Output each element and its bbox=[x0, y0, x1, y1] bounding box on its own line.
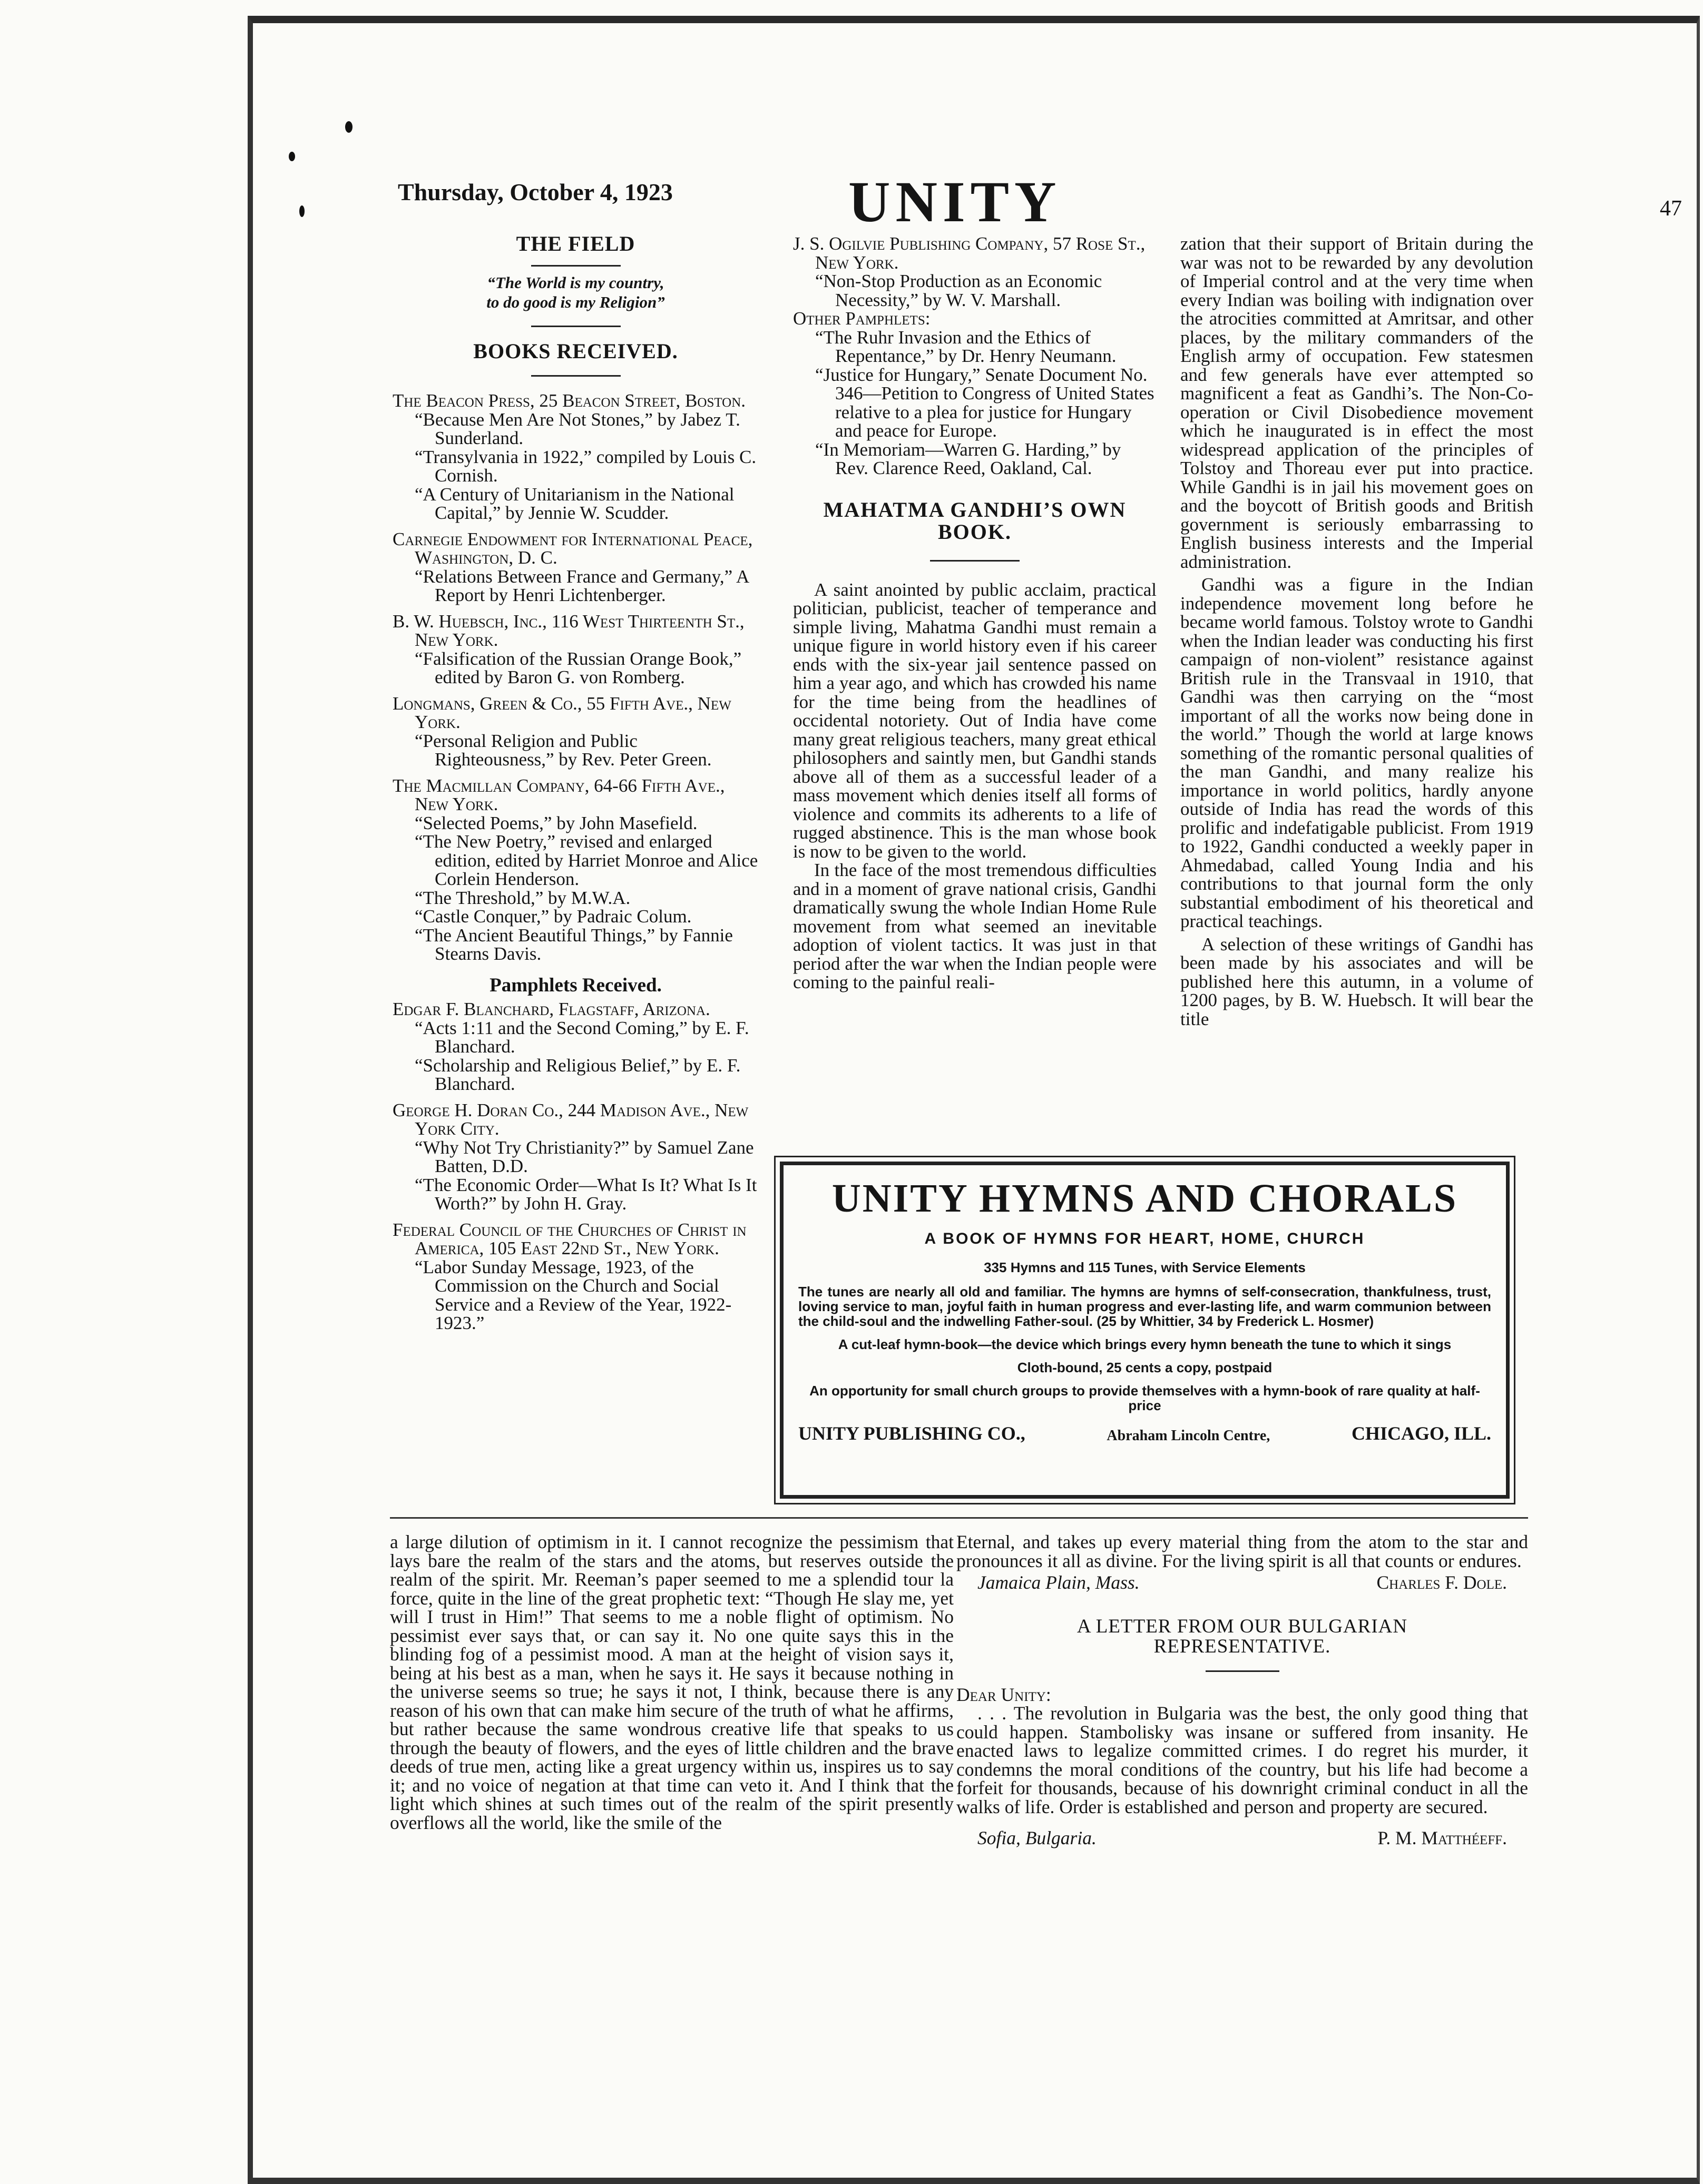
ad-tunes: 335 Hymns and 115 Tunes, with Service Elements bbox=[984, 1260, 1306, 1275]
hymn-book-advertisement bbox=[780, 1162, 1510, 1499]
publisher-entry: J. S. Ogilvie Publishing Company, 57 Rose St., New York. bbox=[793, 233, 1146, 273]
publisher-entry: Federal Council of the Churches of Christ in America, 105 East 22nd St., New York. bbox=[393, 1219, 747, 1258]
article-paragraph: A selection of these writings of Gandhi has been made by his associates and will be published here this autumn, in a volume of 1200 pages, by B. W. Huebsch. It will bear the title bbox=[1180, 933, 1533, 1029]
ad-title: UNITY HYMNS AND CHORALS bbox=[831, 1176, 1458, 1221]
article-title-line: BOOK. bbox=[937, 519, 1012, 544]
book-entry: “A Century of Unitarianism in the National Capital,” by Jennie W. Scudder. bbox=[415, 484, 735, 523]
motto-line: to do good is my Religion” bbox=[486, 292, 665, 311]
pamphlets-list bbox=[393, 1000, 759, 1333]
divider-rule bbox=[531, 375, 621, 377]
pamphlet-entry: “Justice for Hungary,” Senate Document No. 346—Petition to Congress of United States relative to a plea for justice for Hungary and peace for Europe. bbox=[815, 364, 1154, 441]
ink-mark bbox=[299, 205, 305, 217]
book-entry: “Transylvania in 1922,” compiled by Louis C. Cornish. bbox=[415, 446, 757, 486]
books-list bbox=[393, 391, 759, 963]
book-entry: “The Threshold,” by M.W.A. bbox=[415, 887, 631, 908]
ink-mark bbox=[345, 121, 353, 133]
article-paragraph: Gandhi was a figure in the Indian independence movement long before he became world famous. Tolstoy wrote to Gandhi when the Indian leader was conducting his first campaign of non-violent” resistance against British rule in the Transvaal in 1910, that Gandhi was then carrying on the “most important of all the works now being done in the world.” Though the world at large knows something of the romantic personal qualities of the man Gandhi, and many realize his importance in world politics, hardly anyone outside of India has read the words of this prolific and indefatigable publicist. From 1919 to 1922, Gandhi conducted a weekly paper in Ahmedabad, called Young India and his contributions to that journal form the only substantial embodiment of his theoretical and practical teachings. bbox=[1180, 574, 1533, 931]
divider-rule bbox=[930, 560, 1020, 562]
book-entry: “Selected Poems,” by John Masefield. bbox=[415, 812, 698, 833]
column-letter-continued bbox=[390, 1533, 954, 1832]
book-entry: “Falsification of the Russian Orange Book,” edited by Baron G. von Romberg. bbox=[415, 648, 742, 687]
column-the-field bbox=[393, 234, 759, 1333]
ad-city: CHICAGO, ILL. bbox=[1351, 1423, 1491, 1444]
ad-address: Abraham Lincoln Centre, bbox=[1107, 1428, 1270, 1444]
ad-publisher-line bbox=[798, 1422, 1491, 1444]
book-entry: “Relations Between France and Germany,” A Report by Henri Lichtenberger. bbox=[415, 566, 749, 605]
section-title: THE FIELD bbox=[516, 232, 635, 255]
book-entry: “Castle Conquer,” by Padraic Colum. bbox=[415, 906, 692, 927]
publisher-entry: George H. Doran Co., 244 Madison Ave., New York City. bbox=[393, 1099, 749, 1139]
article-paragraph: A saint anointed by public acclaim, practical politician, publicist, teacher of temperance and simple living, Mahatma Gandhi must remain a unique figure in world history even if his career ends with the six-year jail sentence passed on him a year ago, and which has crowded his name for the time being from the headlines of occidental notoriety. Out of India have come many great religious teachers, many great ethical philosophers and saintly men, but Gandhi stands above all of them as a successful leader of a mass movement which denies itself all forms of violence and commits its adherents to a life of rugged abstinence. This is the man whose book is now to be given to the world. bbox=[793, 579, 1157, 862]
letter-title-line: A LETTER FROM OUR BULGARIAN bbox=[1076, 1615, 1408, 1637]
column-letters bbox=[956, 1533, 1528, 1848]
pamphlets-heading: Pamphlets Received. bbox=[490, 974, 662, 996]
motto-line: “The World is my country, bbox=[487, 273, 664, 292]
signature-line bbox=[956, 1829, 1528, 1848]
section-divider bbox=[390, 1517, 1528, 1519]
ad-publisher: UNITY PUBLISHING CO., bbox=[798, 1423, 1025, 1444]
ink-mark bbox=[289, 152, 295, 161]
letter-salutation: Dear Unity: bbox=[956, 1684, 1051, 1705]
publisher-entry: Other Pamphlets: bbox=[793, 308, 931, 329]
pamphlet-entry: “Non-Stop Production as an Economic Necessity,” by W. V. Marshall. bbox=[815, 271, 1102, 310]
column-gandhi-continued bbox=[1180, 234, 1533, 1028]
article-title-line: MAHATMA GANDHI’S OWN bbox=[823, 497, 1127, 522]
divider-rule bbox=[531, 265, 621, 267]
letter-title-line: REPRESENTATIVE. bbox=[1153, 1635, 1331, 1657]
book-entry: “Personal Religion and Public Righteousness,” by Rev. Peter Green. bbox=[415, 730, 712, 770]
signature-line bbox=[956, 1573, 1528, 1592]
column-gandhi-article bbox=[793, 234, 1157, 992]
publisher-entry: B. W. Huebsch, Inc., 116 West Thirteenth St., New York. bbox=[393, 611, 745, 650]
ad-subtitle: A BOOK OF HYMNS FOR HEART, HOME, CHURCH bbox=[924, 1230, 1365, 1247]
ad-price: Cloth-bound, 25 cents a copy, postpaid bbox=[1017, 1360, 1273, 1375]
divider-rule bbox=[531, 326, 621, 327]
ad-description: A cut-leaf hymn-book—the device which brings every hymn beneath the tune to which it sings bbox=[838, 1336, 1452, 1352]
pamphlet-entry: “Acts 1:11 and the Second Coming,” by E. F. Blanchard. bbox=[415, 1017, 749, 1057]
signature-name: P. M. Matthéeff. bbox=[1377, 1827, 1507, 1848]
pamphlet-entry: “Why Not Try Christianity?” by Samuel Zane Batten, D.D. bbox=[415, 1137, 754, 1176]
page-number: 47 bbox=[1660, 196, 1682, 221]
article-title bbox=[793, 499, 1157, 543]
letter-paragraph: Eternal, and takes up every material thing from the atom to the star and pronounces it all as divine. For the living spirit is all that counts or endures. bbox=[956, 1531, 1528, 1571]
book-entry: “The Ancient Beautiful Things,” by Fannie Stearns Davis. bbox=[415, 924, 733, 964]
pamphlet-entry: “The Ruhr Invasion and the Ethics of Repentance,” by Dr. Henry Neumann. bbox=[815, 327, 1117, 366]
masthead-date: Thursday, October 4, 1923 bbox=[398, 179, 673, 205]
divider-rule bbox=[1206, 1670, 1279, 1672]
signature-place: Jamaica Plain, Mass. bbox=[977, 1572, 1140, 1593]
publisher-entry: Carnegie Endowment for International Peace, Washington, D. C. bbox=[393, 528, 753, 568]
book-entry: “The New Poetry,” revised and enlarged edition, edited by Harriet Monroe and Alice Corlein Henderson. bbox=[415, 831, 758, 889]
article-paragraph: In the face of the most tremendous difficulties and in a moment of grave national crisis, Gandhi dramatically swung the whole Indian Home Rule movement from what seemed an inevitable adoption of violent tactics. It was just in that period after the war when the Indian people were coming to the painful reali- bbox=[793, 860, 1157, 992]
signature-place: Sofia, Bulgaria. bbox=[977, 1827, 1097, 1848]
publisher-entry: Edgar F. Blanchard, Flagstaff, Arizona. bbox=[393, 999, 710, 1019]
pamphlet-entry: “The Economic Order—What Is It? What Is It Worth?” by John H. Gray. bbox=[415, 1174, 757, 1214]
signature-name: Charles F. Dole. bbox=[1376, 1572, 1507, 1593]
pamphlet-entry: “In Memoriam—Warren G. Harding,” by Rev. Clarence Reed, Oakland, Cal. bbox=[815, 439, 1121, 478]
masthead-title: UNITY bbox=[848, 170, 1062, 234]
publisher-entry: The Macmillan Company, 64-66 Fifth Ave., New York. bbox=[393, 775, 725, 814]
letter-paragraph: a large dilution of optimism in it. I cannot recognize the pessimism that lays bare the realm of the stars and the atoms, but reserves outside the realm of the spirit. Mr. Reeman’s paper seemed to me a splendid tour la force, quite in the line of the great prophetic text: “Though He slay me, yet will I trust in Him!” That seems to me a noble flight of optimism. No pessimist ever says that, or can say it. No one quite says this in the blinding fog of a pessimist mood. A man at the height of vision says it, being at his best as a man, when he says it. He says it because nothing in the universe seems so true; he says it not, I think, because there is any reason of his own that can make him secure of the truth of what he affirms, but rather because the same wondrous creative life that speaks to us through the beauty of flowers, and the eyes of little children and the brave deeds of true men, acting like a great urgency within us, inspires us to say it; and no voice of negation at that time can veto it. And I think that the light which shines at such times out of the realm of the spirit presently overflows all the world, like the smile of the bbox=[390, 1531, 954, 1833]
ad-description: The tunes are nearly all old and familiar. The hymns are hymns of self-consecration, thankfulness, trust, loving service to man, joyful faith in human progress and ever-lasting life, and warm communion between the child-soul and the indwelling Father-soul. (25 by Whittier, 34 by Frederick L. Hosmer) bbox=[798, 1284, 1491, 1329]
ad-description: An opportunity for small church groups to provide themselves with a hymn-book of rare quality at half-price bbox=[809, 1383, 1480, 1413]
book-entry: “Because Men Are Not Stones,” by Jabez T. Sunderland. bbox=[415, 409, 740, 448]
publisher-entry: Longmans, Green & Co., 55 Fifth Ave., New York. bbox=[393, 693, 731, 732]
article-paragraph: zation that their support of Britain during the war was not to be rewarded by any devolution of Imperial control and at the very time when every Indian was boiling with indignation over the atrocities committed at Amritsar, and other places, by the military commanders of the English army of occupation. Few statesmen and few generals have ever attempted so magnificent a feat as Gandhi’s. The Non-Co-operation or Civil Disobedience movement which he inaugurated is in effect the most widespread application of the principles of Tolstoy and Thoreau ever put into practice. While Gandhi is in jail his movement goes on and the boycott of British goods and British government is seriously embarrassing to English business interests and the Imperial administration. bbox=[1180, 233, 1533, 572]
pamphlet-entry: “Labor Sunday Message, 1923, of the Commission on the Church and Social Service and a Review of the Year, 1922-1923.” bbox=[415, 1256, 732, 1333]
publisher-entry: The Beacon Press, 25 Beacon Street, Boston. bbox=[393, 390, 746, 411]
pamphlet-entry: “Scholarship and Religious Belief,” by E. F. Blanchard. bbox=[415, 1055, 741, 1094]
letter-title bbox=[956, 1617, 1528, 1657]
books-heading: BOOKS RECEIVED. bbox=[473, 339, 678, 363]
letter-paragraph: . . . The revolution in Bulgaria was the best, the only good thing that could happen. Stambolisky was insane or suffered from insanity. He enacted laws to legalize committed crimes. I do regret his murder, it condemns the moral conditions of the country, but his life had become a forfeit for thousands, because of his downright criminal conduct in all the walks of life. Order is established and person and property are secured. bbox=[956, 1703, 1528, 1817]
